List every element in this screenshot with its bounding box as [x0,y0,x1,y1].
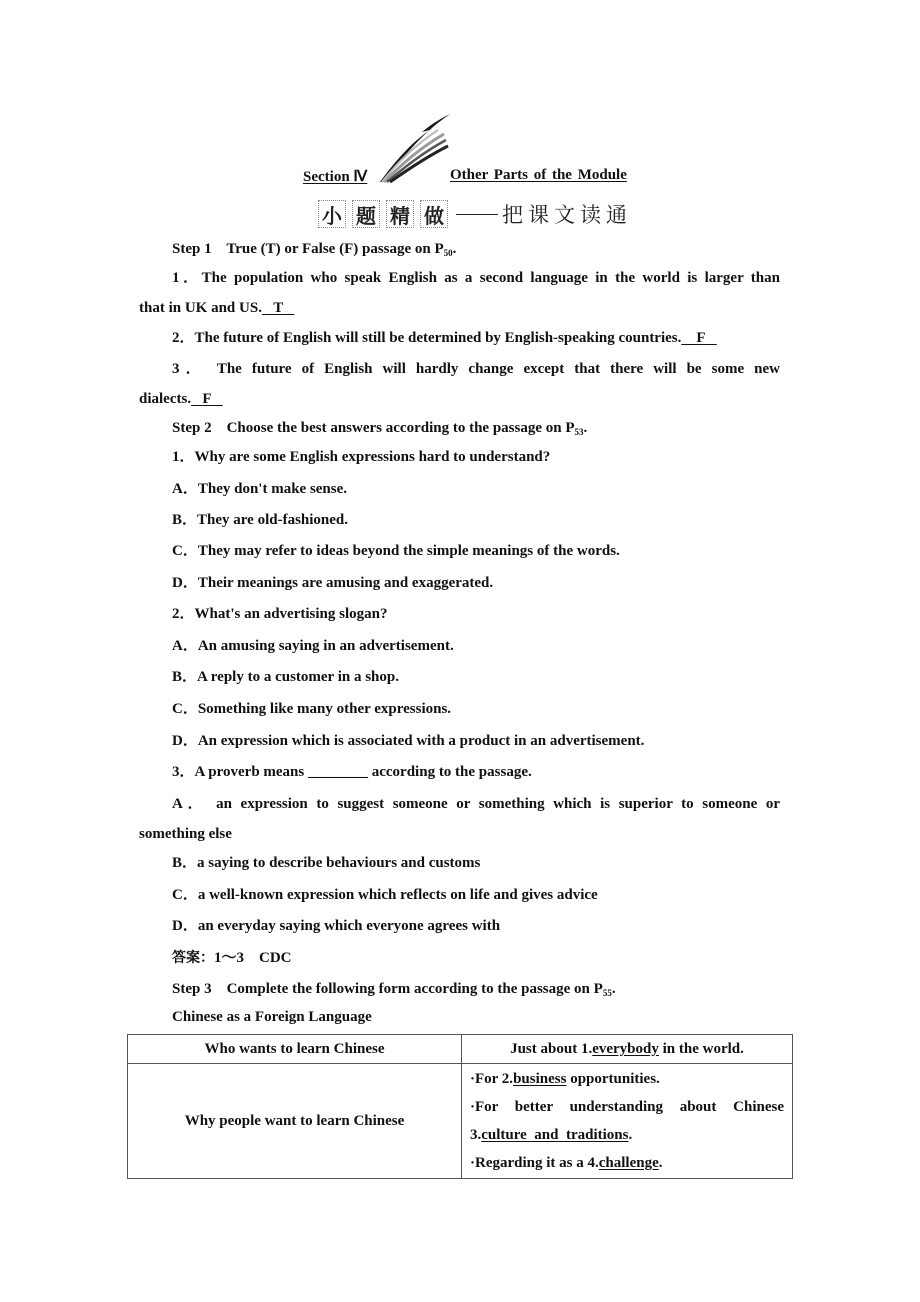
option-label: B． [172,855,198,871]
cell-text: 3. [470,1127,482,1143]
option-text: An amusing saying in an advertisement. [197,638,454,654]
step1-heading: Step 1 True (T) or False (F) passage on $P_{50}$. [172,241,457,258]
option-cont [139,825,232,843]
step1-item-3-cont [139,390,223,408]
page-number: 50 [443,248,453,258]
option-label: C． [172,701,198,717]
reason-line: ·For better understanding about Chinese [470,1099,784,1115]
option-label: C． [172,543,198,559]
option-text: an expression to suggest someone or something which is superior to someone or [216,796,780,812]
option [172,574,493,592]
option-text: something else [139,826,232,842]
item-number: 2． [172,330,195,346]
option-text: They may refer to ideas beyond the simple meanings of the words. [197,543,620,559]
question-text: Why are some English expressions hard to understand? [194,449,551,465]
cell-text: ·For 2. [470,1071,514,1087]
reason-line [470,1121,784,1149]
step1-item-3 [172,360,780,378]
option-text: a saying to describe behaviours and customs [197,855,481,871]
option-text: They don't make sense. [197,481,348,497]
option [172,795,780,813]
question-1 [172,448,550,466]
table-cell-label: Who wants to learn Chinese [128,1035,462,1064]
cell-text: . [658,1155,663,1171]
cell-text: opportunities. [566,1071,660,1087]
option-text: Something like many other expressions. [197,701,452,717]
option-label: D． [172,575,198,591]
filled-answer: everybody [592,1041,659,1057]
option [172,854,480,872]
option-text: an everyday saying which everyone agrees with [197,918,501,934]
step2-heading: Step 2 Choose the best answers according to the passage on $P_{53}$. [172,420,588,437]
filled-answer: business [513,1071,567,1087]
step-label: Step 1 [172,241,212,257]
table-cell-label: Why people want to learn Chinese [128,1064,462,1179]
option-label: B． [172,512,198,528]
item-text: The population who speak English as a second language in the world is larger than [201,270,780,286]
cell-text: . [628,1127,633,1143]
form-title: Chinese as a Foreign Language [172,1009,372,1025]
answer-key [172,949,292,967]
page-number: 55 [602,988,612,998]
banner-char: 做 [420,200,448,228]
option-text: Their meanings are amusing and exaggerated. [197,575,494,591]
table-cell-value [462,1064,793,1179]
step-label: Step 2 [172,420,212,436]
reason-line [470,1065,784,1093]
item-text: The future of English will hardly change except that there will be some new [216,361,780,377]
answer-value: T [273,300,284,316]
option-text: A reply to a customer in a shop. [197,669,399,685]
question-number: 1． [172,449,195,465]
table-row [128,1064,793,1179]
table-row [128,1035,793,1064]
option [172,637,454,655]
option [172,542,620,560]
step-instruction: Choose the best answers according to the passage on P [226,420,575,436]
option-label: A． [172,638,198,654]
section-banner [318,199,632,229]
banner-char: 题 [352,200,380,228]
option-label: A． [172,796,208,812]
answer-blank [191,391,223,407]
reason-line [470,1149,784,1177]
step-instruction: Complete the following form according to the passage on P [226,981,603,997]
option [172,668,399,686]
option [172,917,500,935]
answer-value: F [696,330,706,346]
filled-answer: challenge [598,1155,659,1171]
banner-dash [456,214,498,215]
item-text: The future of English will still be determined by English-speaking countries. [194,330,682,346]
swoosh-logo-icon [378,112,452,184]
banner-char: 小 [318,200,346,228]
item-number: 3． [172,361,208,377]
option [172,700,451,718]
option-text: An expression which is associated with a product in an advertisement. [197,733,645,749]
option-label: D． [172,918,198,934]
answer-key-value: 1～3 CDC [214,950,292,966]
option-label: A． [172,481,198,497]
step-instruction: True (T) or False (F) passage on P [226,241,444,257]
table-cell-value [462,1035,793,1064]
step1-item-2 [172,329,717,347]
filled-answer: culture and traditions [481,1127,629,1143]
answer-key-label: 答案： [172,950,214,966]
question-text: What's an advertising slogan? [194,606,388,622]
item-number: 1． [172,270,202,286]
section-title: Other Parts of the Module [450,167,627,183]
question-number: 2． [172,606,195,622]
step1-item-1-cont [139,299,294,317]
item-text: that in UK and US. [139,300,262,316]
option [172,480,347,498]
answer-blank [681,330,716,346]
answer-value: F [202,391,212,407]
item-text: dialects. [139,391,192,407]
option-label: C． [172,887,198,903]
step3-heading: Step 3 Complete the following form according to the passage on $P_{55}$. [172,981,616,998]
option-text: a well-known expression which reflects on life and gives advice [197,887,598,903]
question-2 [172,605,387,623]
cell-text: Just about 1. [510,1041,593,1057]
option-label: B． [172,669,198,685]
option-text: They are old-fashioned. [197,512,349,528]
question-text: A proverb means ________ according to the passage. [194,764,532,780]
banner-char: 精 [386,200,414,228]
question-3 [172,763,532,781]
answer-blank [262,300,295,316]
question-number: 3． [172,764,195,780]
section-label: Section Ⅳ [303,169,368,185]
banner-subtitle: 把课文读通 [502,203,632,227]
cell-text: in the world. [658,1041,744,1057]
step-label: Step 3 [172,981,212,997]
option [172,511,348,529]
option [172,732,644,750]
step1-item-1 [172,269,780,287]
chinese-learning-table [127,1034,793,1179]
page-number: 53 [574,427,584,437]
option-label: D． [172,733,198,749]
option [172,886,598,904]
cell-text: ·Regarding it as a 4. [470,1155,599,1171]
